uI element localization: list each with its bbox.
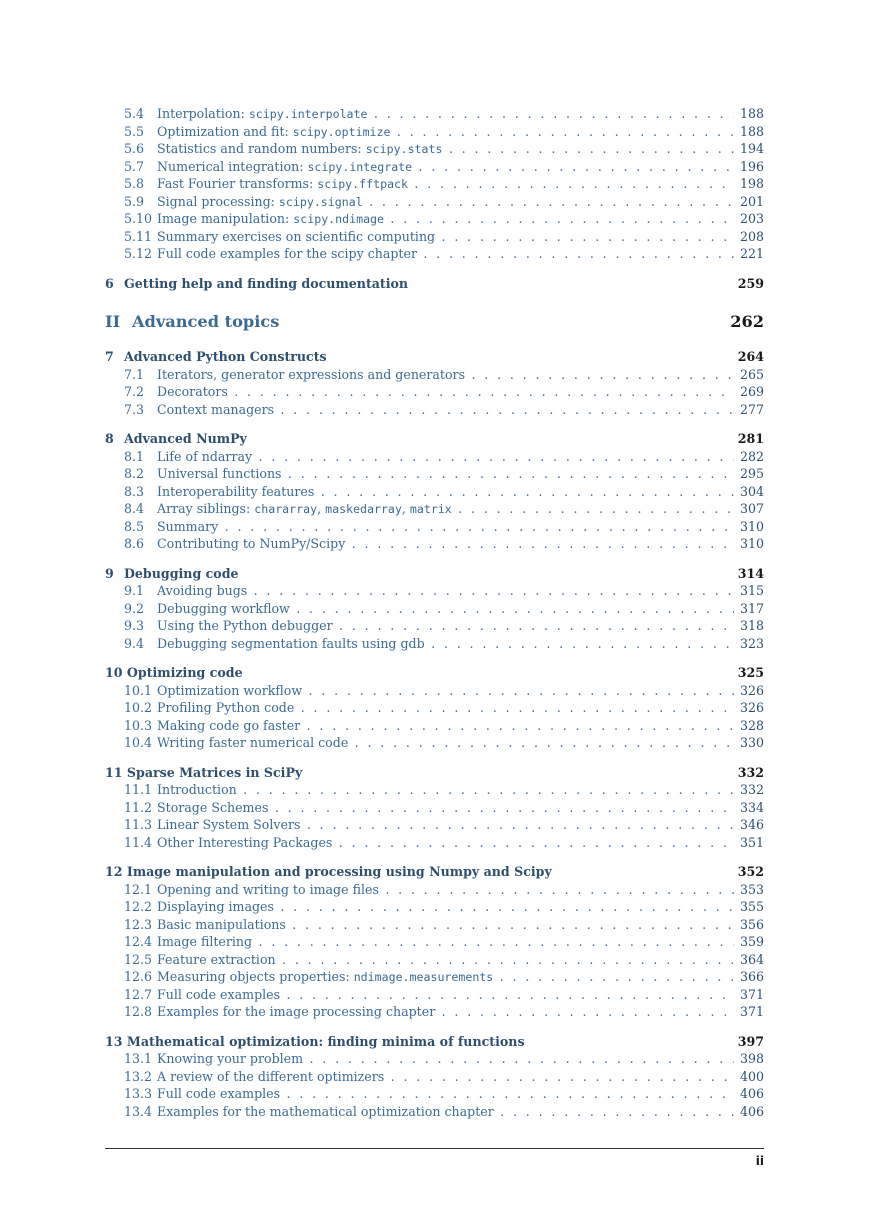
section-title-text: Fast Fourier transforms: bbox=[157, 176, 318, 191]
section-page-number: 406 bbox=[737, 1103, 764, 1121]
section-title[interactable] bbox=[157, 699, 734, 717]
chapter-title[interactable]: Advanced Python Constructs bbox=[124, 349, 327, 364]
toc-section-entry[interactable] bbox=[105, 682, 764, 700]
section-title-text: Storage Schemes bbox=[157, 799, 269, 815]
section-title-text: Full code examples bbox=[157, 986, 281, 1002]
footer-rule bbox=[105, 1148, 764, 1149]
section-title-text: Interoperability features bbox=[157, 483, 315, 499]
section-title-text: Feature extraction bbox=[157, 951, 276, 967]
toc-section-entry[interactable] bbox=[105, 600, 764, 618]
chapter-title[interactable] bbox=[105, 1033, 525, 1051]
toc-section-entry[interactable] bbox=[105, 158, 764, 176]
section-title-text: Optimization workflow bbox=[157, 682, 303, 698]
chapter-title-text: Image manipulation and processing using Numpy and Scipy bbox=[126, 864, 552, 879]
section-page-number: 332 bbox=[737, 781, 764, 799]
section-title[interactable] bbox=[157, 1103, 734, 1121]
section-number: 5.5 bbox=[124, 123, 145, 139]
chapter-page-number: 264 bbox=[737, 349, 764, 364]
chapter-page-number: 397 bbox=[737, 1033, 764, 1049]
chapter-number: 8 bbox=[105, 431, 114, 446]
section-number: 11.4 bbox=[124, 834, 153, 850]
table-of-contents bbox=[105, 105, 764, 1120]
chapter-number: 9 bbox=[105, 565, 114, 581]
section-title-text: Iterators, generator expressions and generators bbox=[157, 366, 466, 382]
part-number: II bbox=[105, 312, 121, 331]
section-number: 8.3 bbox=[124, 483, 145, 499]
section-page-number: 364 bbox=[737, 951, 764, 969]
section-page-number: 221 bbox=[737, 245, 764, 263]
section-title-text: Life of ndarray bbox=[157, 448, 253, 464]
section-number: 5.7 bbox=[124, 158, 145, 174]
section-title[interactable] bbox=[157, 734, 734, 752]
section-title-text: Optimization and fit: bbox=[157, 123, 293, 139]
section-number: 12.2 bbox=[124, 899, 153, 914]
section-number: 5.4 bbox=[124, 106, 145, 121]
section-page-number: 330 bbox=[737, 734, 764, 752]
section-code-text: matrix bbox=[409, 502, 452, 516]
toc-chapter-entry[interactable] bbox=[105, 664, 764, 682]
section-page-number: 323 bbox=[737, 635, 764, 653]
section-title[interactable] bbox=[157, 781, 734, 799]
section-title[interactable] bbox=[157, 799, 734, 817]
toc-section-entry[interactable] bbox=[105, 245, 764, 263]
section-page-number: 334 bbox=[737, 799, 764, 817]
section-number: 7.3 bbox=[124, 401, 145, 417]
toc-chapter-entry[interactable] bbox=[105, 348, 764, 366]
section-title-text: Debugging workflow bbox=[157, 600, 290, 616]
section-code-text: scipy.interpolate bbox=[248, 107, 368, 121]
section-page-number: 371 bbox=[737, 1003, 764, 1021]
toc-section-entry[interactable] bbox=[105, 1103, 764, 1121]
toc-section-entry[interactable] bbox=[105, 898, 764, 916]
section-number: 8.2 bbox=[124, 466, 145, 481]
section-page-number: 371 bbox=[737, 986, 764, 1004]
section-title-text: Statistics and random numbers: bbox=[157, 141, 366, 156]
chapter-page-number: 332 bbox=[737, 764, 764, 780]
toc-section-entry[interactable] bbox=[105, 1003, 764, 1021]
toc-section-entry[interactable] bbox=[105, 465, 764, 483]
section-number: 5.8 bbox=[124, 176, 145, 191]
section-title-text: Knowing your problem bbox=[157, 1051, 304, 1066]
section-number: 9.3 bbox=[124, 618, 145, 633]
section-page-number: 282 bbox=[737, 448, 764, 466]
section-number: 9.2 bbox=[124, 600, 145, 616]
chapter-title[interactable] bbox=[105, 664, 243, 682]
toc-section-entry[interactable] bbox=[105, 582, 764, 600]
section-title-text: Contributing to NumPy/Scipy bbox=[157, 536, 346, 551]
toc-section-entry[interactable] bbox=[105, 383, 764, 401]
chapter-page-number: 314 bbox=[737, 565, 764, 581]
toc-section-entry[interactable] bbox=[105, 816, 764, 834]
section-title-text: Full code examples for the scipy chapter bbox=[157, 246, 417, 261]
section-title-text: Examples for the image processing chapter bbox=[157, 1004, 436, 1019]
section-page-number: 198 bbox=[737, 175, 764, 193]
section-page-number: 326 bbox=[737, 682, 764, 700]
section-number: 13.1 bbox=[124, 1051, 153, 1066]
toc-section-entry[interactable] bbox=[105, 123, 764, 141]
section-page-number: 188 bbox=[737, 105, 764, 123]
section-number: 7.2 bbox=[124, 384, 145, 399]
toc-section-entry[interactable] bbox=[105, 781, 764, 799]
chapter-page-number: 259 bbox=[737, 275, 764, 291]
section-title[interactable] bbox=[157, 635, 734, 653]
toc-section-entry[interactable] bbox=[105, 193, 764, 211]
section-page-number: 201 bbox=[737, 193, 764, 211]
section-page-number: 307 bbox=[737, 500, 764, 518]
section-title[interactable] bbox=[157, 123, 734, 142]
section-code-text: scipy.fftpack bbox=[317, 177, 409, 191]
section-code-text: scipy.ndimage bbox=[293, 212, 385, 226]
section-title-text: Debugging segmentation faults using gdb bbox=[157, 635, 425, 651]
section-page-number: 295 bbox=[737, 465, 764, 483]
section-page-number: 400 bbox=[737, 1068, 764, 1086]
section-number: 8.5 bbox=[124, 518, 145, 534]
section-title[interactable] bbox=[157, 448, 734, 466]
section-title-text: A review of the different optimizers bbox=[157, 1068, 385, 1084]
toc-section-entry[interactable] bbox=[105, 535, 764, 553]
section-title[interactable] bbox=[157, 193, 734, 212]
section-number: 10.4 bbox=[124, 735, 153, 750]
section-page-number: 317 bbox=[737, 600, 764, 618]
section-page-number: 356 bbox=[737, 916, 764, 934]
chapter-title[interactable] bbox=[105, 764, 302, 782]
section-title[interactable] bbox=[157, 834, 734, 852]
toc-section-entry[interactable] bbox=[105, 366, 764, 384]
chapter-number: 13 bbox=[105, 1033, 123, 1049]
section-page-number: 310 bbox=[737, 518, 764, 536]
section-number: 11.3 bbox=[124, 817, 153, 832]
section-title-text: Making code go faster bbox=[157, 717, 301, 733]
section-title-text: Decorators bbox=[157, 384, 228, 399]
section-number: 5.10 bbox=[124, 211, 153, 226]
chapter-number: 7 bbox=[105, 349, 114, 364]
toc-section-entry[interactable] bbox=[105, 734, 764, 752]
section-title-text: Measuring objects properties: bbox=[157, 969, 354, 984]
toc-section-entry[interactable] bbox=[105, 210, 764, 228]
section-title[interactable] bbox=[157, 1068, 734, 1086]
chapter-title-text: Sparse Matrices in SciPy bbox=[126, 764, 303, 780]
section-number: 12.8 bbox=[124, 1004, 153, 1019]
toc-section-entry[interactable] bbox=[105, 140, 764, 158]
section-title[interactable] bbox=[157, 401, 734, 419]
section-title-text: Basic manipulations bbox=[157, 916, 286, 932]
section-number: 13.2 bbox=[124, 1068, 153, 1084]
section-page-number: 355 bbox=[737, 898, 764, 916]
toc-section-entry[interactable] bbox=[105, 500, 764, 518]
section-page-number: 203 bbox=[737, 210, 764, 228]
chapter-page-number: 325 bbox=[737, 665, 764, 680]
section-page-number: 277 bbox=[737, 401, 764, 419]
section-number: 12.1 bbox=[124, 881, 153, 897]
section-title[interactable] bbox=[157, 717, 734, 735]
section-number: 12.3 bbox=[124, 916, 153, 932]
toc-section-entry[interactable] bbox=[105, 951, 764, 969]
section-title-text: Image manipulation: bbox=[157, 211, 294, 226]
section-number: 8.1 bbox=[124, 448, 145, 464]
section-number: 11.1 bbox=[124, 782, 153, 797]
section-number: 12.5 bbox=[124, 951, 153, 967]
part-title[interactable]: Advanced topics bbox=[132, 312, 280, 331]
toc-section-entry[interactable] bbox=[105, 401, 764, 419]
section-page-number: 194 bbox=[737, 140, 764, 158]
section-code-text: scipy.signal bbox=[278, 194, 363, 209]
section-code-text: chararray bbox=[254, 502, 318, 516]
toc-chapter-entry[interactable] bbox=[105, 565, 764, 583]
section-code-text: ndimage.measurements bbox=[353, 970, 494, 984]
chapter-number: 12 bbox=[105, 864, 123, 879]
section-number: 9.1 bbox=[124, 583, 145, 598]
section-title-text: Linear System Solvers bbox=[157, 817, 301, 832]
section-title[interactable] bbox=[157, 916, 734, 934]
chapter-title[interactable]: Getting help and finding documentation bbox=[124, 275, 409, 291]
toc-section-entry[interactable] bbox=[105, 986, 764, 1004]
section-title[interactable] bbox=[157, 518, 734, 536]
section-title-text: Introduction bbox=[157, 782, 237, 797]
section-title[interactable] bbox=[157, 816, 734, 834]
chapter-page-number: 352 bbox=[737, 864, 764, 879]
toc-section-entry[interactable] bbox=[105, 483, 764, 501]
toc-section-entry[interactable] bbox=[105, 228, 764, 246]
toc-chapter-entry[interactable] bbox=[105, 430, 764, 448]
section-title-text: Signal processing: bbox=[157, 193, 279, 209]
section-title[interactable] bbox=[157, 175, 734, 194]
section-page-number: 359 bbox=[737, 933, 764, 951]
toc-chapter-entry[interactable] bbox=[105, 275, 764, 293]
toc-chapter-entry[interactable] bbox=[105, 863, 764, 881]
chapter-number: 10 bbox=[105, 665, 123, 680]
toc-section-entry[interactable] bbox=[105, 175, 764, 193]
toc-section-entry[interactable] bbox=[105, 105, 764, 123]
toc-section-entry[interactable] bbox=[105, 1050, 764, 1068]
section-title[interactable] bbox=[157, 383, 734, 401]
chapter-title-text: Mathematical optimization: finding minima of functions bbox=[126, 1033, 525, 1049]
section-page-number: 326 bbox=[737, 699, 764, 717]
section-title[interactable] bbox=[157, 968, 734, 987]
section-title[interactable] bbox=[157, 500, 734, 519]
section-number: 8.4 bbox=[124, 501, 145, 516]
section-title[interactable] bbox=[157, 245, 734, 263]
section-title[interactable] bbox=[157, 366, 734, 384]
toc-section-entry[interactable] bbox=[105, 933, 764, 951]
section-number: 12.7 bbox=[124, 986, 153, 1002]
toc-chapter-entry[interactable] bbox=[105, 1033, 764, 1051]
toc-section-entry[interactable] bbox=[105, 916, 764, 934]
section-page-number: 265 bbox=[737, 366, 764, 384]
section-number: 10.2 bbox=[124, 700, 153, 715]
section-number: 11.2 bbox=[124, 799, 153, 815]
section-page-number: 304 bbox=[737, 483, 764, 501]
section-title-text: , bbox=[317, 501, 326, 516]
section-number: 9.4 bbox=[124, 635, 145, 651]
section-title-text: Universal functions bbox=[157, 466, 282, 481]
section-page-number: 269 bbox=[737, 383, 764, 401]
section-page-number: 188 bbox=[737, 123, 764, 141]
toc-section-entry[interactable] bbox=[105, 834, 764, 852]
section-page-number: 351 bbox=[737, 834, 764, 852]
toc-section-entry[interactable] bbox=[105, 717, 764, 735]
section-title[interactable] bbox=[157, 140, 734, 159]
section-number: 8.6 bbox=[124, 536, 145, 551]
section-title-text: Summary exercises on scientific computing bbox=[157, 228, 436, 244]
section-page-number: 196 bbox=[737, 158, 764, 176]
section-title[interactable] bbox=[157, 228, 734, 246]
section-title-text: Interpolation: bbox=[157, 106, 249, 121]
section-title-text: Examples for the mathematical optimization chapter bbox=[157, 1103, 494, 1119]
toc-section-entry[interactable] bbox=[105, 617, 764, 635]
section-page-number: 398 bbox=[737, 1050, 764, 1068]
section-number: 12.4 bbox=[124, 934, 153, 949]
chapter-number: 11 bbox=[105, 764, 123, 780]
section-page-number: 366 bbox=[737, 968, 764, 986]
chapter-number: 6 bbox=[105, 275, 114, 291]
toc-section-entry[interactable] bbox=[105, 699, 764, 717]
section-title[interactable] bbox=[157, 951, 734, 969]
section-title-text: Summary bbox=[157, 518, 219, 534]
part-page-number: 262 bbox=[730, 312, 764, 331]
toc-section-entry[interactable] bbox=[105, 968, 764, 986]
section-code-text: scipy.stats bbox=[365, 142, 443, 156]
section-page-number: 208 bbox=[737, 228, 764, 246]
toc-section-entry[interactable] bbox=[105, 518, 764, 536]
chapter-title-text: Optimizing code bbox=[126, 665, 243, 680]
section-number: 10.3 bbox=[124, 717, 153, 733]
toc-section-entry[interactable] bbox=[105, 1085, 764, 1103]
section-title-text: Avoiding bugs bbox=[157, 583, 248, 598]
section-title-text: Full code examples bbox=[157, 1086, 281, 1101]
section-title[interactable] bbox=[157, 617, 734, 635]
section-title[interactable] bbox=[157, 898, 734, 916]
toc-section-entry[interactable] bbox=[105, 1068, 764, 1086]
toc-section-entry[interactable] bbox=[105, 448, 764, 466]
section-title-text: Profiling Python code bbox=[157, 700, 295, 715]
section-title[interactable] bbox=[157, 465, 734, 483]
section-title-text: Writing faster numerical code bbox=[157, 735, 349, 750]
section-title-text: Other Interesting Packages bbox=[157, 834, 333, 850]
section-number: 13.4 bbox=[124, 1103, 153, 1119]
section-title-text: Numerical integration: bbox=[157, 158, 308, 174]
chapter-title[interactable]: Debugging code bbox=[124, 565, 239, 581]
chapter-page-number: 281 bbox=[737, 431, 764, 446]
section-number: 5.11 bbox=[124, 228, 153, 244]
section-title[interactable] bbox=[157, 483, 734, 501]
toc-section-entry[interactable] bbox=[105, 635, 764, 653]
section-page-number: 318 bbox=[737, 617, 764, 635]
section-title-text: Opening and writing to image files bbox=[157, 881, 379, 897]
toc-chapter-entry[interactable] bbox=[105, 764, 764, 782]
chapter-title[interactable]: Advanced NumPy bbox=[124, 431, 247, 446]
section-title-text: Image filtering bbox=[157, 934, 253, 949]
section-title[interactable] bbox=[157, 105, 734, 124]
section-number: 5.12 bbox=[124, 246, 153, 261]
section-title-text: Array siblings: bbox=[157, 501, 255, 516]
section-title[interactable] bbox=[157, 582, 734, 600]
section-title[interactable] bbox=[157, 881, 734, 899]
section-title[interactable] bbox=[157, 535, 734, 553]
section-page-number: 346 bbox=[737, 816, 764, 834]
section-code-text: maskedarray bbox=[325, 502, 402, 516]
section-title[interactable] bbox=[157, 1050, 734, 1068]
section-title[interactable] bbox=[157, 682, 734, 700]
section-page-number: 328 bbox=[737, 717, 764, 735]
section-title[interactable] bbox=[157, 1003, 734, 1021]
section-title[interactable] bbox=[157, 158, 734, 177]
toc-section-entry[interactable] bbox=[105, 881, 764, 899]
section-page-number: 315 bbox=[737, 582, 764, 600]
section-title[interactable] bbox=[157, 600, 734, 618]
section-number: 13.3 bbox=[124, 1086, 153, 1101]
section-title[interactable] bbox=[157, 986, 734, 1004]
section-number: 5.6 bbox=[124, 141, 145, 156]
toc-part-entry[interactable] bbox=[105, 306, 764, 338]
section-number: 5.9 bbox=[124, 193, 145, 209]
section-title[interactable] bbox=[157, 933, 734, 951]
section-number: 7.1 bbox=[124, 366, 145, 382]
section-number: 12.6 bbox=[124, 969, 153, 984]
chapter-title[interactable] bbox=[105, 863, 552, 881]
section-title-text: , bbox=[401, 501, 410, 516]
section-number: 10.1 bbox=[124, 682, 153, 698]
section-page-number: 406 bbox=[737, 1085, 764, 1103]
section-title-text: Displaying images bbox=[157, 899, 274, 914]
toc-section-entry[interactable] bbox=[105, 799, 764, 817]
section-title[interactable] bbox=[157, 210, 734, 229]
section-title-text: Context managers bbox=[157, 401, 275, 417]
section-page-number: 310 bbox=[737, 535, 764, 553]
footer-page-number: ii bbox=[755, 1154, 764, 1168]
section-title-text: Using the Python debugger bbox=[157, 618, 333, 633]
section-page-number: 353 bbox=[737, 881, 764, 899]
section-code-text: scipy.integrate bbox=[307, 159, 413, 174]
section-code-text: scipy.optimize bbox=[292, 124, 391, 139]
section-title[interactable] bbox=[157, 1085, 734, 1103]
